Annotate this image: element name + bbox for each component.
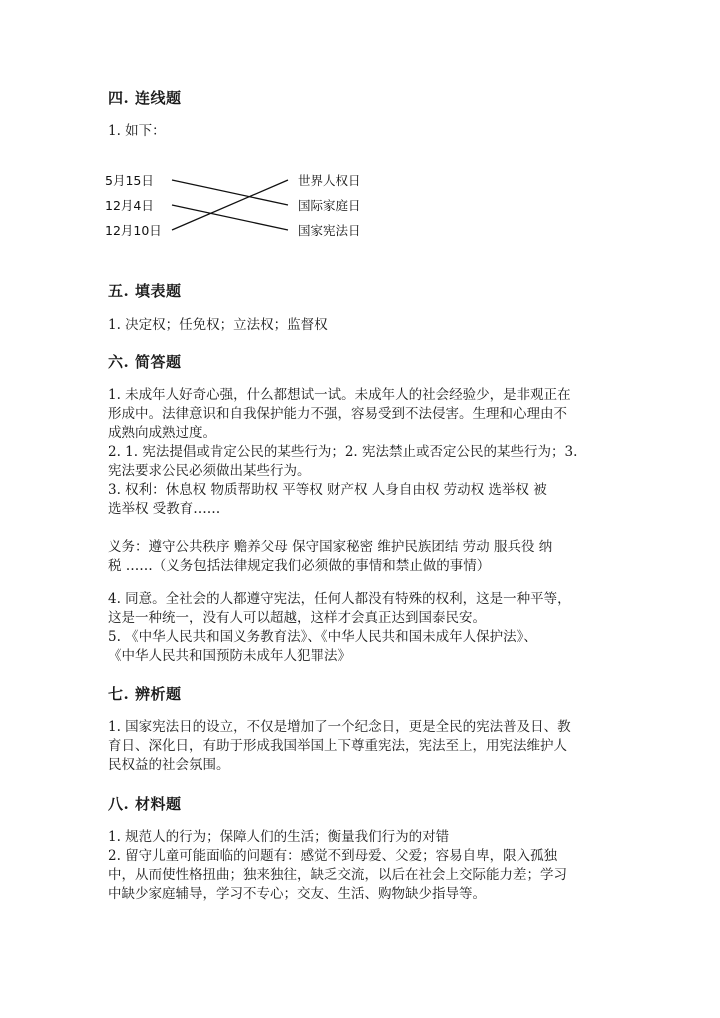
text-line: 《中华人民共和国预防未成年人犯罪法》: [108, 648, 351, 664]
text-line: 成熟向成熟过度。: [108, 425, 216, 441]
text-line: 形成中。法律意识和自我保护能力不强，容易受到不法侵害。生理和心理由不: [108, 406, 567, 422]
text-line: 2. 1. 宪法提倡或肯定公民的某些行为；2. 宪法禁止或否定公民的某些行为；3.: [108, 444, 578, 460]
text-line: 3. 权利：休息权 物质帮助权 平等权 财产权 人身自由权 劳动权 选举权 被: [108, 482, 547, 498]
text-line: 4. 同意。全社会的人都遵守宪法，任何人都没有特殊的权利，这是一种平等，: [108, 591, 571, 607]
text-line: 1. 规范人的行为；保障人们的生活；衡量我们行为的对错: [108, 829, 450, 845]
text-line: 1. 国家宪法日的设立，不仅是增加了一个纪念日，更是全民的宪法普及日、教: [108, 719, 571, 735]
section-title-material: 八. 材料题: [108, 795, 182, 813]
fill-table-answers: [108, 316, 608, 335]
material-answer: [108, 828, 608, 904]
text-line: 中缺少家庭辅导，学习不专心；交友、生活、购物缺少指导等。: [108, 886, 486, 902]
text-line: 1. 决定权；任免权；立法权；监督权: [108, 317, 328, 333]
text-line: 民权益的社会氛围。: [108, 757, 230, 773]
match-connector-line: [172, 180, 288, 230]
section-title-matching: 四. 连线题: [108, 89, 182, 107]
match-left-item: 5月15日: [105, 173, 154, 188]
text-line: 义务：遵守公共秩序 赡养父母 保守国家秘密 维护民族团结 劳动 服兵役 纳: [108, 539, 553, 555]
section-title-short-answer: 六. 简答题: [108, 353, 182, 371]
text-line: 宪法要求公民必须做出某些行为。: [108, 463, 311, 479]
text-line: 这是一种统一，没有人可以超越，这样才会真正达到国泰民安。: [108, 610, 486, 626]
match-connector-line: [172, 180, 288, 205]
matching-diagram: [100, 165, 400, 245]
match-left-item: 12月4日: [105, 198, 154, 213]
section-title-analysis: 七. 辨析题: [108, 685, 182, 703]
match-connector-line: [172, 205, 288, 230]
match-left-item: 12月10日: [105, 223, 162, 238]
text-line: 1. 未成年人好奇心强，什么都想试一试。未成年人的社会经验少，是非观正在: [108, 387, 571, 403]
text-line: 育日、深化日，有助于形成我国举国上下尊重宪法，宪法至上，用宪法维护人: [108, 738, 567, 754]
text-line: 1. 如下：: [108, 123, 166, 139]
text-line: 5. 《中华人民共和国义务教育法》、《中华人民共和国未成年人保护法》、: [108, 629, 537, 645]
text-line: 2. 留守儿童可能面临的问题有：感觉不到母爱、父爱；容易自卑，限入孤独: [108, 848, 558, 864]
section-title-fill-table: 五. 填表题: [108, 282, 182, 300]
match-connector-lines: [172, 180, 288, 230]
short-answer-block-1: [108, 386, 608, 519]
matching-intro: [108, 122, 608, 141]
match-right-item: 世界人权日: [298, 173, 361, 188]
analysis-answer: [108, 718, 608, 775]
text-line: 中，从而使性格扭曲；独来独往，缺乏交流，以后在社会上交际能力差；学习: [108, 867, 567, 883]
match-right-item: 国际家庭日: [298, 198, 361, 213]
match-right-item: 国家宪法日: [298, 223, 361, 238]
text-line: 税 ……（义务包括法律规定我们必须做的事情和禁止做的事情）: [108, 558, 491, 574]
text-line: 选举权 受教育……: [108, 501, 221, 517]
short-answer-block-3: [108, 590, 608, 666]
short-answer-block-2: [108, 538, 608, 576]
